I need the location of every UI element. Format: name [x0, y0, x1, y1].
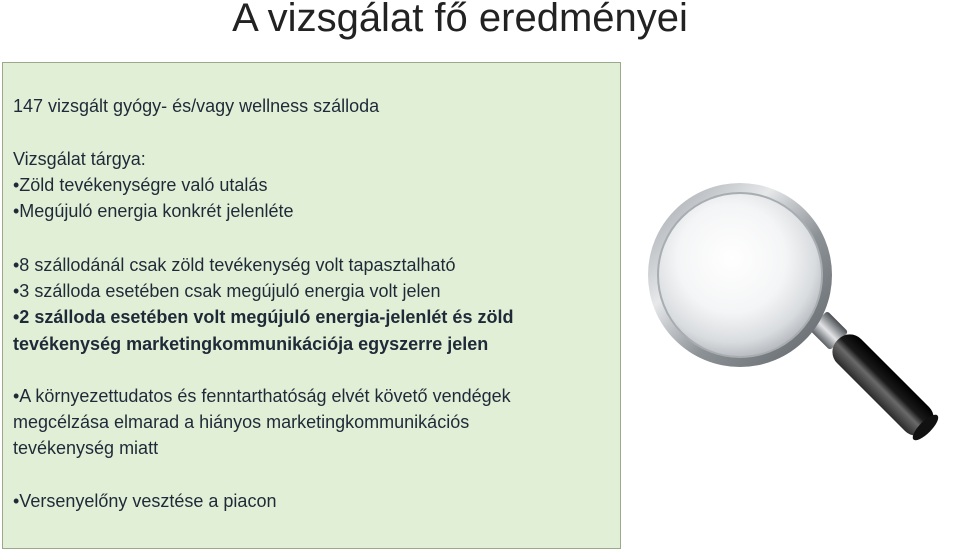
key-finding-line-2: tevékenység marketingkommunikációja egyszerre jelen [13, 334, 489, 354]
subject-item-green: •Zöld tevékenységre való utalás [13, 175, 268, 195]
key-finding-line-1: •2 szálloda esetében volt megújuló energia-jelenlét és zöld [13, 307, 514, 327]
subject-heading: Vizsgálat tárgya: [13, 149, 146, 169]
final-point: •Versenyelőny vesztése a piacon [13, 491, 277, 511]
finding-energy-only: •3 szálloda esetében csak megújuló energia volt jelen [13, 281, 441, 301]
intro-text: 147 vizsgált gyógy- és/vagy wellness szálloda [13, 96, 380, 116]
magnifying-glass-icon [640, 170, 950, 470]
consequence-line-2: megcélzása elmarad a hiányos marketingkommunikációs [13, 412, 470, 432]
slide-title-text: A vizsgálat fő eredményei [232, 0, 688, 40]
consequence-line-1: •A környezettudatos és fenntarthatóság elvét követő vendégek [13, 386, 511, 406]
subject-item-energy: •Megújuló energia konkrét jelenléte [13, 201, 294, 221]
slide-title [0, 0, 960, 44]
content-box [2, 62, 621, 549]
finding-green-only: •8 szállodánál csak zöld tevékenység volt tapasztalható [13, 255, 456, 275]
consequence-line-3: tevékenység miatt [13, 438, 159, 458]
